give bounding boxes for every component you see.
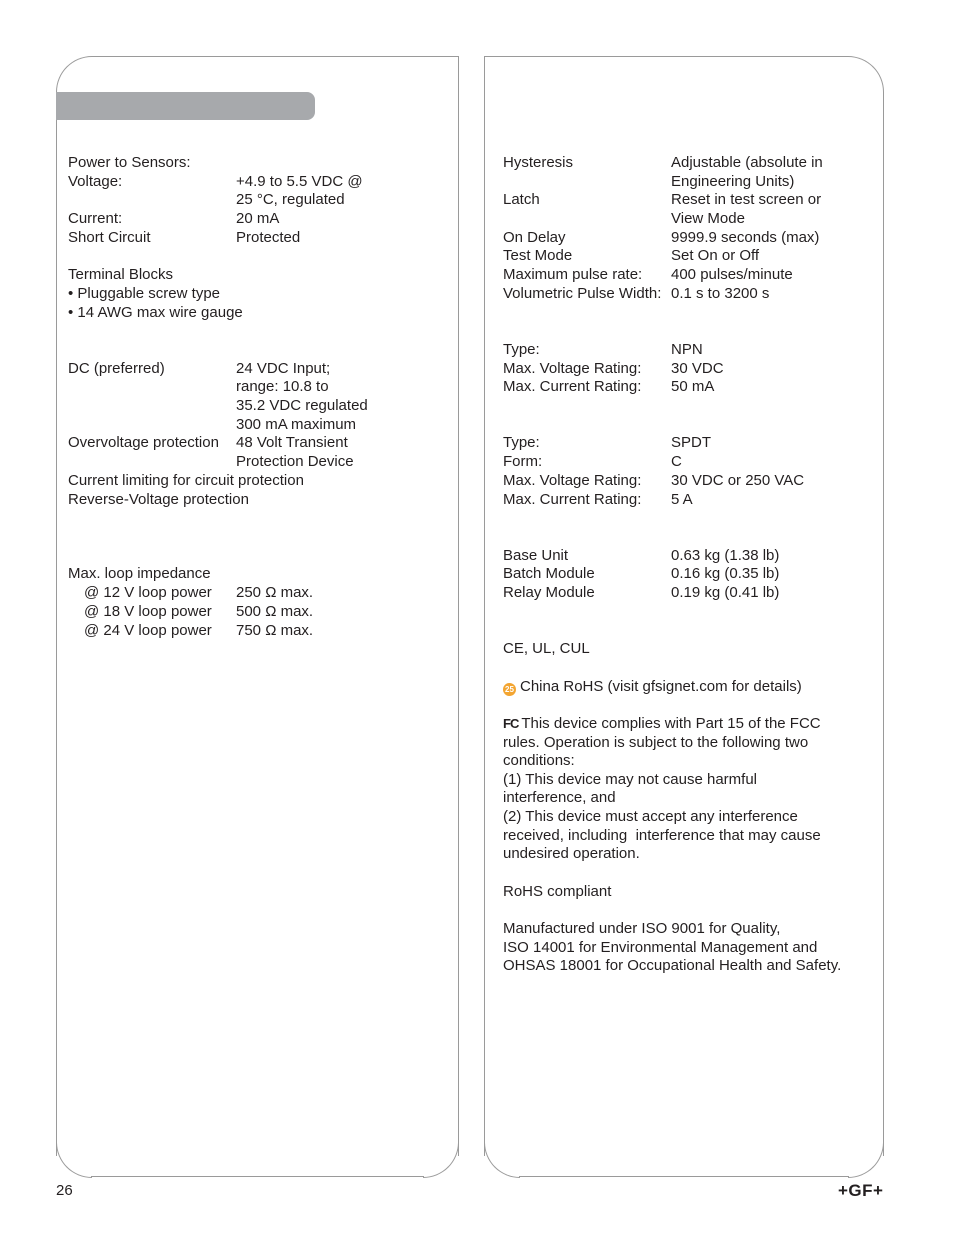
left-panel-corner-br: [423, 1142, 459, 1178]
hysteresis-value: Engineering Units): [671, 173, 795, 190]
spec-label: Max. Current Rating:: [503, 378, 642, 395]
china-rohs-line: [503, 678, 802, 696]
fcc-icon: FC: [503, 716, 519, 731]
spec-value: Set On or Off: [671, 247, 760, 264]
fcc-line: This device complies with Part 15 of the FCC: [521, 715, 821, 732]
overvoltage-label: Overvoltage protection: [68, 434, 219, 451]
right-panel-bottom: [519, 1176, 849, 1177]
overvoltage-value: Protection Device: [236, 453, 354, 470]
right-panel-corner-bl: [484, 1142, 520, 1178]
spec-value: 30 VDC: [671, 360, 724, 377]
spec-label: Volumetric Pulse Width:: [503, 285, 662, 302]
iso-line: OHSAS 18001 for Occupational Health and Safety.: [503, 957, 842, 975]
weight-value: 0.19 kg (0.41 lb): [671, 584, 780, 601]
fcc-statement: [503, 715, 863, 864]
spec-label: Type:: [503, 434, 540, 451]
voltage-value-2: 25 °C, regulated: [236, 191, 345, 208]
china-rohs-text: China RoHS (visit gfsignet.com for details): [520, 678, 802, 695]
weight-value: 0.16 kg (0.35 lb): [671, 565, 780, 582]
iso-statement: [503, 920, 863, 976]
loop-row-value: 750 Ω max.: [236, 622, 314, 639]
latch-value: View Mode: [671, 210, 745, 227]
page-number: 26: [56, 1182, 73, 1199]
approvals: CE, UL, CUL: [503, 640, 590, 657]
spec-label: On Delay: [503, 229, 566, 246]
left-panel-corner: [56, 1142, 92, 1178]
short-circuit-label: Short Circuit: [68, 229, 151, 246]
spec-value: 50 mA: [671, 378, 715, 395]
spec-label: Max. Voltage Rating:: [503, 472, 642, 489]
left-panel-bottom: [91, 1176, 424, 1177]
terminal-item: • Pluggable screw type: [68, 285, 220, 302]
loop-row-value: 500 Ω max.: [236, 603, 314, 620]
iso-line: Manufactured under ISO 9001 for Quality,: [503, 920, 781, 937]
fcc-line: undesired operation.: [503, 845, 640, 863]
spec-value: 30 VDC or 250 VAC: [671, 472, 805, 489]
power-header: Power to Sensors:: [68, 154, 191, 171]
loop-row-label: @ 24 V loop power: [84, 622, 212, 639]
dc-value: 300 mA maximum: [236, 416, 357, 433]
spec-value: 0.1 s to 3200 s: [671, 285, 770, 302]
spec-label: Type:: [503, 341, 540, 358]
spec-value: SPDT: [671, 434, 712, 451]
fcc-line: (1) This device may not cause harmful: [503, 770, 757, 788]
latch-label: Latch: [503, 191, 540, 208]
short-circuit-value: Protected: [236, 229, 301, 246]
loop-row-value: 250 Ω max.: [236, 584, 314, 601]
gf-logo: +GF+: [838, 1181, 884, 1200]
spec-value: NPN: [671, 341, 703, 358]
spec-value: 400 pulses/minute: [671, 266, 793, 283]
latch-value: Reset in test screen or: [671, 191, 822, 208]
voltage-label: Voltage:: [68, 173, 123, 190]
dc-value: range: 10.8 to: [236, 378, 329, 395]
loop-row-label: @ 12 V loop power: [84, 584, 212, 601]
hysteresis-label: Hysteresis: [503, 154, 574, 171]
rohs-compliant: RoHS compliant: [503, 883, 612, 900]
overvoltage-value: 48 Volt Transient: [236, 434, 348, 451]
loop-header: Max. loop impedance: [68, 565, 211, 582]
spec-value: C: [671, 453, 682, 470]
fcc-line: received, including interference that may cause: [503, 826, 821, 844]
current-value: 20 mA: [236, 210, 280, 227]
reverse-voltage: Reverse-Voltage protection: [68, 491, 249, 508]
spec-value: 5 A: [671, 491, 693, 508]
weight-label: Batch Module: [503, 565, 595, 582]
china-rohs-icon: 25: [503, 683, 516, 696]
dc-value: 24 VDC Input;: [236, 360, 331, 377]
spec-label: Form:: [503, 453, 543, 470]
terminal-item: • 14 AWG max wire gauge: [68, 304, 243, 321]
iso-line: ISO 14001 for Environmental Management and: [503, 938, 818, 956]
weight-value: 0.63 kg (1.38 lb): [671, 547, 780, 564]
loop-row-label: @ 18 V loop power: [84, 603, 212, 620]
hysteresis-value: Adjustable (absolute in: [671, 154, 823, 171]
spec-label: Test Mode: [503, 247, 573, 264]
dc-value: 35.2 VDC regulated: [236, 397, 368, 414]
fcc-line: (2) This device must accept any interference: [503, 807, 798, 825]
spec-label: Max. Voltage Rating:: [503, 360, 642, 377]
weight-label: Relay Module: [503, 584, 595, 601]
spec-label: Maximum pulse rate:: [503, 266, 643, 283]
voltage-value-1: +4.9 to 5.5 VDC @: [236, 173, 363, 190]
weight-label: Base Unit: [503, 547, 569, 564]
section-header-bar: [56, 92, 315, 120]
right-panel-corner-br: [848, 1142, 884, 1178]
fcc-line: interference, and: [503, 789, 616, 807]
spec-label: Max. Current Rating:: [503, 491, 642, 508]
current-label: Current:: [68, 210, 123, 227]
dc-label: DC (preferred): [68, 360, 165, 377]
spec-value: 9999.9 seconds (max): [671, 229, 820, 246]
current-limiting: Current limiting for circuit protection: [68, 472, 304, 489]
fcc-line: conditions:: [503, 752, 575, 770]
fcc-line: rules. Operation is subject to the following two: [503, 733, 809, 751]
terminal-header: Terminal Blocks: [68, 266, 174, 283]
